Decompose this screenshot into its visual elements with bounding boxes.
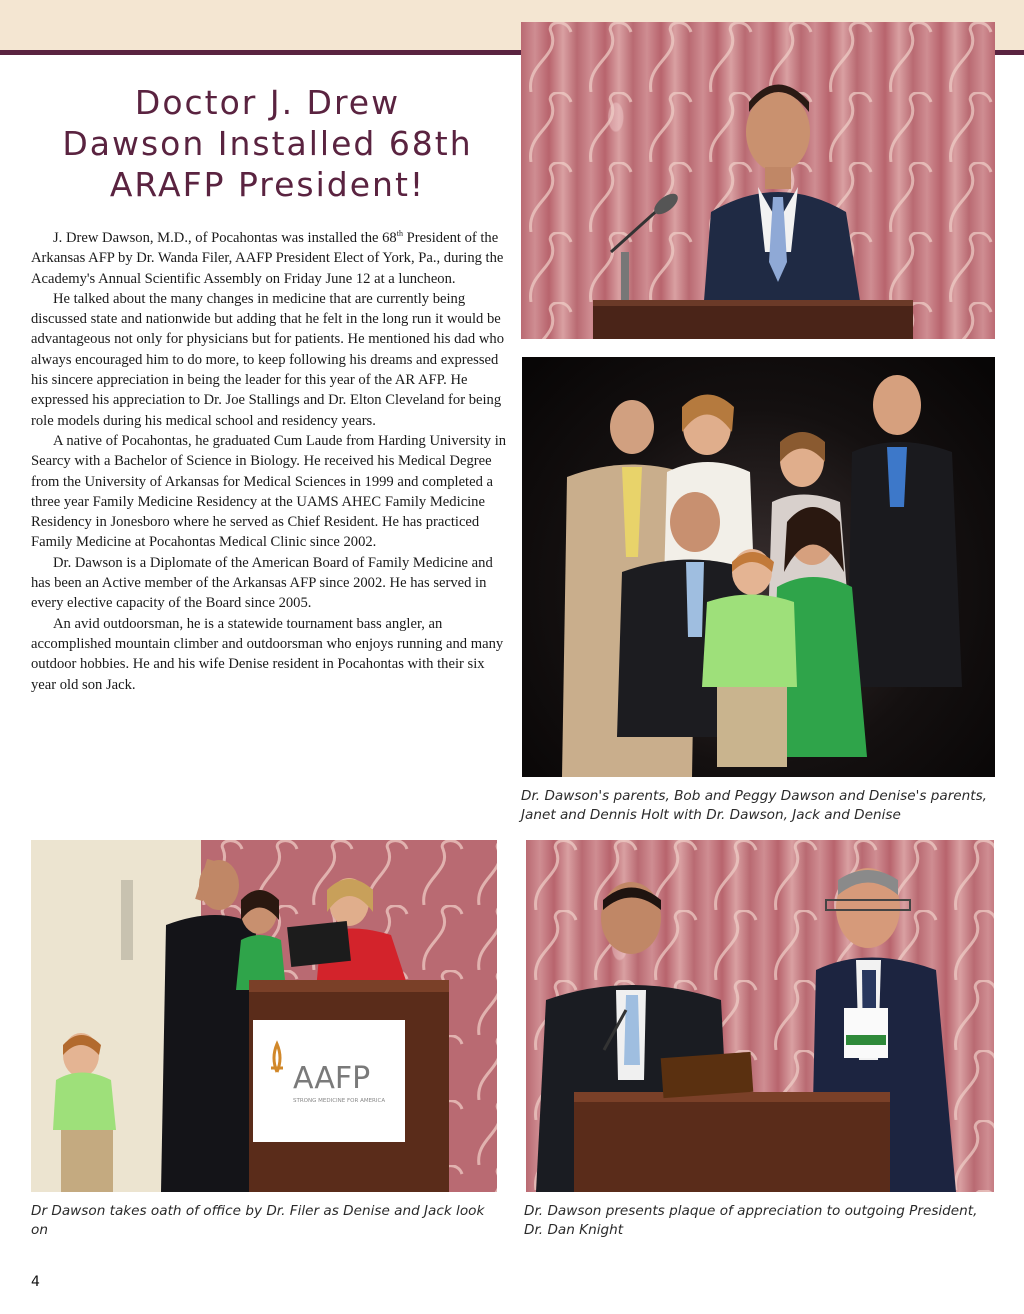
ordinal-superscript: th (396, 229, 403, 239)
oath-illustration (31, 840, 497, 1192)
caption-plaque: Dr. Dawson presents plaque of appreciation to outgoing President, Dr. Dan Knight (524, 1203, 978, 1238)
photo-speaker-at-podium (521, 22, 995, 339)
family-illustration (522, 357, 995, 777)
paragraph-4: Dr. Dawson is a Diplomate of the American Board of Family Medicine and has been an Active member of the Arkansas AFP since 2002. He has served in every elective capacity of the Board since 2005. (31, 554, 493, 612)
title-line-2: Dawson Installed 68th (62, 124, 473, 163)
paragraph-2: He talked about the many changes in medicine that are currently being discussed state and nationwide but adding that he felt in the long run it would be advantageous not only for physicians but for patients. He mentioned his dad who always encouraged him to do more, to keep following his dreams and expressed his sincere appreciation in being the leader for this year of the AR AFP. He expressed his appreciation to Dr. Joe Stallings and Dr. Elton Cleveland for being role models during his medical school and residency years. (31, 290, 504, 429)
photo-family-portrait (522, 357, 995, 777)
title-line-3: ARAFP President! (109, 165, 426, 204)
paragraph-5: An avid outdoorsman, he is a statewide tournament bass angler, an accomplished mountain climber and outdoorsman who enjoys running and many outdoor hobbies. He and his wife Denise resident in Pocahontas with their six year old son Jack. (31, 615, 504, 693)
paragraph-1-text-a: J. Drew Dawson, M.D., of Pocahontas was installed the 68 (53, 230, 397, 246)
paragraph-1 (31, 228, 507, 289)
article-body (31, 228, 507, 695)
photo-plaque-presentation (526, 840, 994, 1192)
podium-sign-subtext: STRONG MEDICINE FOR AMERICA (293, 1098, 386, 1104)
photo-oath-of-office (31, 840, 497, 1192)
paragraph-3: A native of Pocahontas, he graduated Cum Laude from Harding University in Searcy with a Bachelor of Science in Biology. He received his Medical Degree from the University of Arkansas for Medical Sciences in 1999 and completed a three year Family Medicine Residency at the UAMS AHEC Family Medicine Residency in Jonesboro where he served as Chief Resident. He has practiced Family Medicine at Pocahontas Medical Clinic since 2002. (31, 432, 507, 551)
caption-oath: Dr Dawson takes oath of office by Dr. Filer as Denise and Jack look on (31, 1203, 485, 1238)
paragraph-1-text-b: President of the Arkansas AFP by Dr. Wanda Filer, AAFP President Elect of York, Pa., during the Academy's Annual Scientific Assembly on Friday June 12 at a luncheon. (31, 230, 504, 287)
caption-family: Dr. Dawson's parents, Bob and Peggy Dawson and Denise's parents, Janet and Dennis Holt with Dr. Dawson, Jack and Denise (521, 788, 987, 823)
page-number: 4 (31, 1274, 40, 1290)
plaque-illustration (526, 840, 994, 1192)
person-dennis (847, 375, 962, 687)
title-line-1: Doctor J. Drew (134, 83, 401, 122)
speaker-illustration (521, 22, 995, 339)
article-title (30, 82, 505, 205)
podium-sign-text: AAFP (293, 1061, 371, 1096)
